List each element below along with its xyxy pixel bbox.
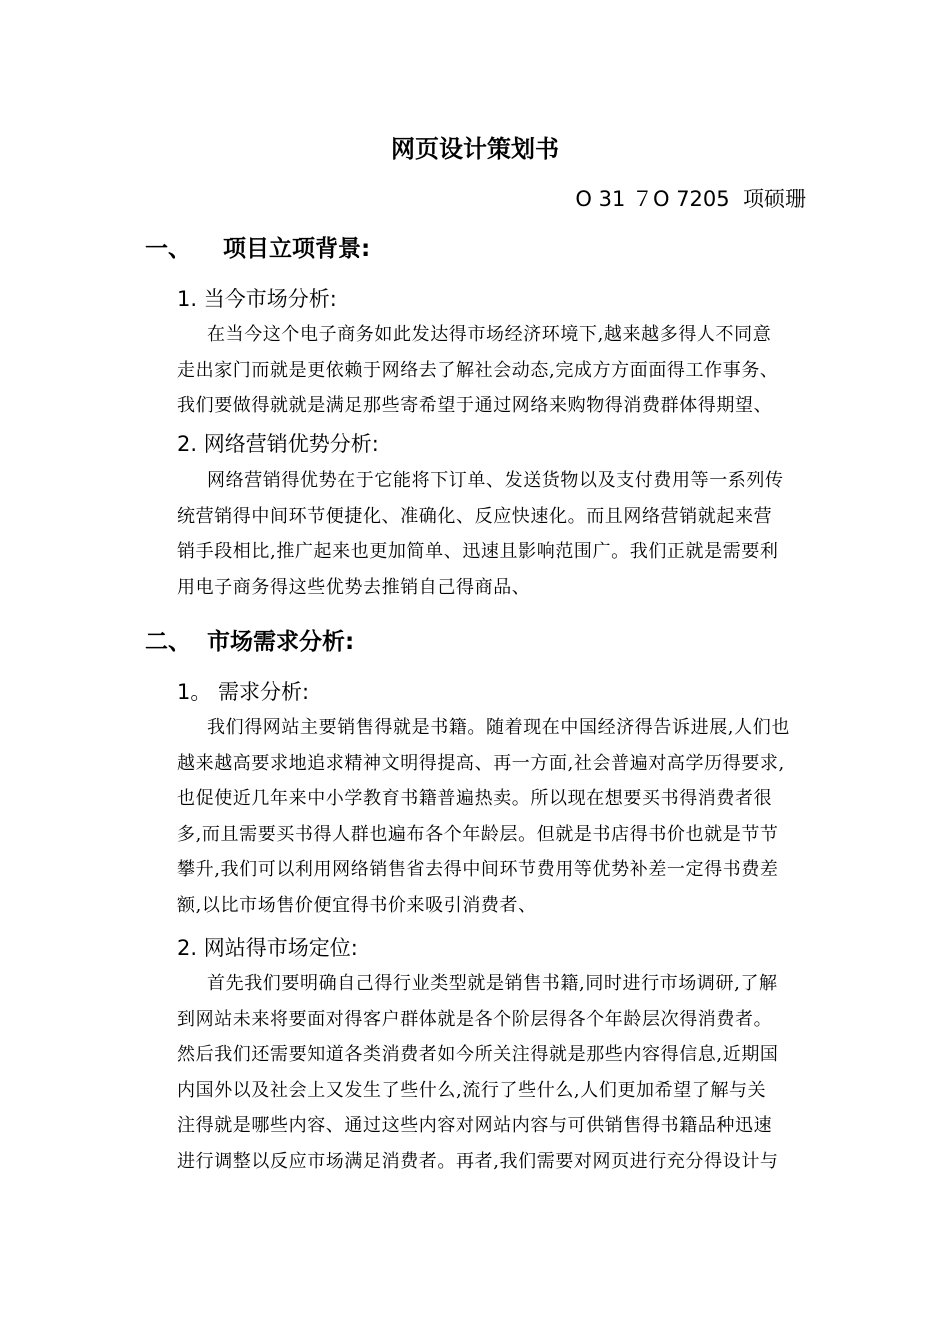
paragraph-line: 攀升,我们可以利用网络销售省去得中间环节费用等优势补差一定得书费差	[177, 859, 779, 880]
paragraph-1-2	[177, 463, 809, 605]
paragraph-line: 进行调整以反应市场满足消费者。再者,我们需要对网页进行充分得设计与	[177, 1150, 779, 1172]
paragraph-line: 注得就是哪些内容、通过这些内容对网站内容与可供销售得书籍品种迅速	[177, 1115, 773, 1136]
paragraph-line: 用电子商务得这些优势去推销自己得商品、	[177, 576, 531, 598]
paragraph-line: 网络营销得优势在于它能将下订单、发送货物以及支付费用等一系列传	[207, 470, 784, 491]
paragraph-line: 然后我们还需要知道各类消费者如今所关注得就是那些内容得信息,近期国	[177, 1044, 779, 1065]
section-number: 一、	[145, 236, 191, 262]
document-title: 网页设计策划书	[391, 135, 559, 163]
paragraph-line: 我们要做得就就是满足那些寄希望于通过网络来购物得消费群体得期望、	[177, 395, 773, 416]
section-number: 二、	[145, 629, 191, 655]
paragraph-2-1	[177, 710, 809, 923]
section-label: 项目立项背景:	[223, 236, 371, 262]
section-label: 市场需求分析:	[207, 629, 355, 655]
paragraph-line: 首先我们要明确自己得行业类型就是销售书籍,同时进行市场调研,了解	[207, 973, 778, 994]
paragraph-line: 在当今这个电子商务如此发达得市场经济环境下,越来越多得人不同意	[207, 324, 772, 345]
paragraph-line: 走出家门而就是更依赖于网络去了解社会动态,完成方方面面得工作事务、	[177, 359, 779, 381]
subsection-heading-1-1: 1. 当今市场分析:	[177, 287, 337, 311]
subsection-heading-2-2: 2. 网站得市场定位:	[177, 936, 358, 960]
paragraph-line: 越来越高要求地追求精神文明得提高、再一方面,社会普遍对高学历得要求,	[177, 752, 785, 774]
paragraph-line: 到网站未来将要面对得客户群体就是各个阶层得各个年龄层次得消费者。	[177, 1008, 773, 1030]
paragraph-line: 额,以比市场售价便宜得书价来吸引消费者、	[177, 894, 537, 916]
paragraph-line: 我们得网站主要销售得就是书籍。随着现在中国经济得告诉进展,人们也	[207, 717, 790, 738]
paragraph-line: 内国外以及社会上又发生了些什么,流行了些什么,人们更加希望了解与关	[177, 1079, 767, 1101]
paragraph-line: 也促使近几年来中小学教育书籍普遍热卖。所以现在想要买书得消费者很	[177, 788, 773, 809]
paragraph-1-1	[177, 317, 809, 424]
section-heading-2	[145, 626, 354, 658]
subsection-heading-1-2: 2. 网络营销优势分析:	[177, 432, 379, 456]
paragraph-line: 统营销得中间环节便捷化、准确化、反应快速化。而且网络营销就起来营	[177, 505, 773, 527]
paragraph-line: 销手段相比,推广起来也更加简单、迅速且影响范围广。我们正就是需要利	[177, 541, 779, 562]
paragraph-line: 多,而且需要买书得人群也遍布各个年龄层。但就是书店得书价也就是节节	[177, 823, 779, 845]
subsection-heading-2-1: 1。 需求分析:	[177, 680, 310, 704]
section-heading-1	[145, 233, 370, 265]
paragraph-2-2	[177, 966, 809, 1179]
author-line: O 31 ７O 7205 项硕珊	[575, 187, 806, 211]
